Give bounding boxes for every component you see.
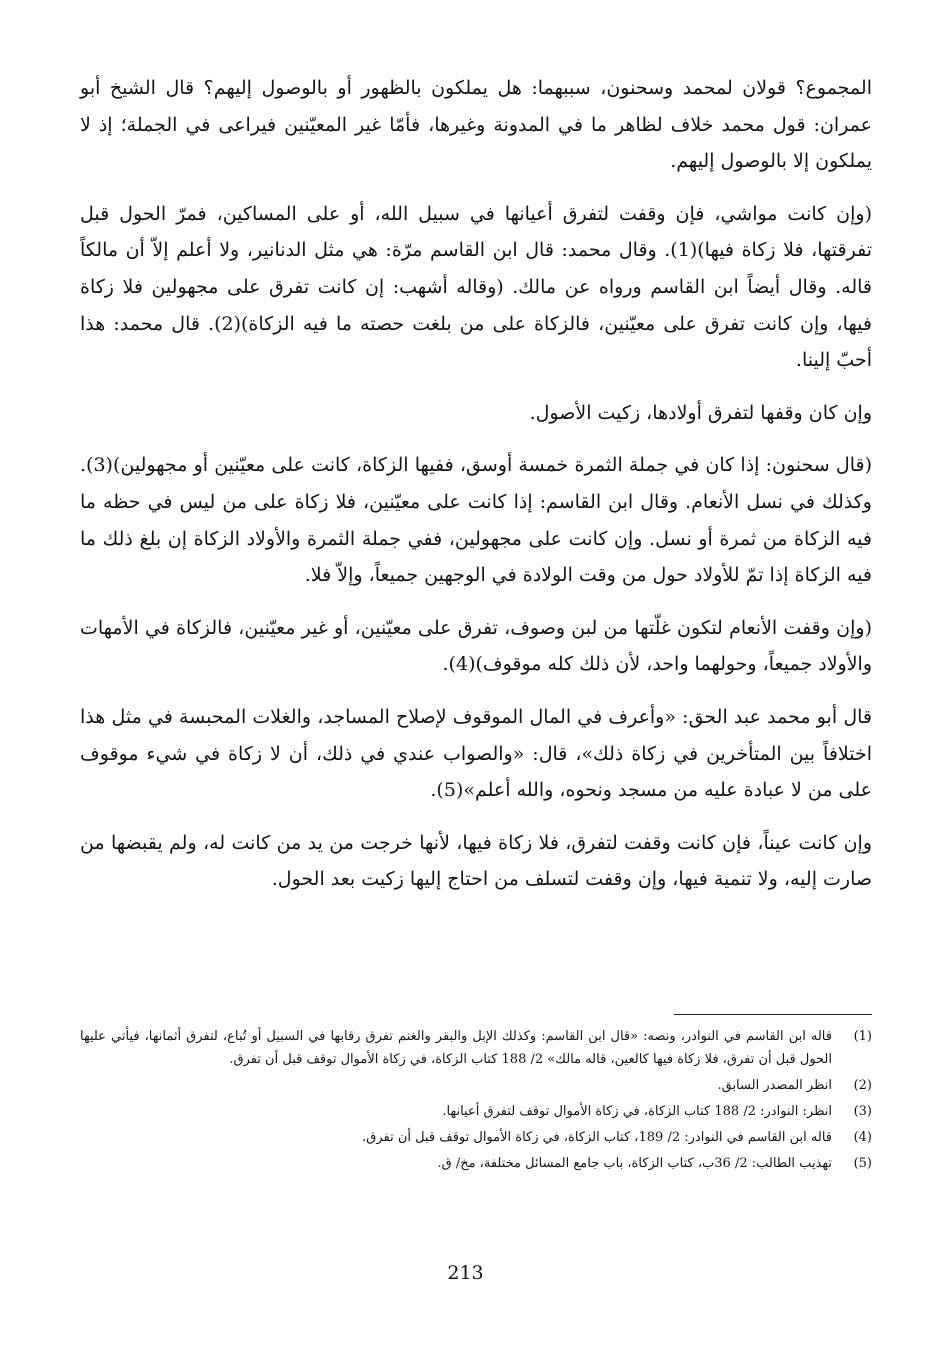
footnote-number: (4) xyxy=(853,1130,872,1145)
paragraph: (وإن وقفت الأنعام لتكون غلّتها من لبن وصوف، تفرق على معيّنين، أو غير معيّنين، فالزكاة في الأمهات والأولاد جميعاً، وحولهما واحد، لأن ذلك كله موقوف)(4). xyxy=(80,616,872,676)
footnote xyxy=(80,1126,872,1149)
footnote-text: قاله ابن القاسم في النوادر: 2/ 189، كتاب الزكاة، في زكاة الأموال توقف قبل أن تفرق. xyxy=(362,1130,832,1145)
footnote-number: (3) xyxy=(853,1104,872,1119)
footnote-text: انظر: النوادر: 2/ 188 كتاب الزكاة، في زكاة الأموال توقف لتفرق أعيانها. xyxy=(442,1104,832,1119)
footnote-separator xyxy=(674,1014,872,1015)
footnote-text: انظر المصدر السابق. xyxy=(717,1078,832,1093)
paragraph: (وإن كانت مواشي، فإن وقفت لتفرق أعيانها في سبيل الله، أو على المساكين، فمرّ الحول قبل تفرقتها، فلا زكاة فيها)(1). وقال محمد: قال ابن القاسم مرّة: هي مثل الدنانير، ولا أعلم إلاّ أن مالكاً قاله. وقال أيضاً ابن القاسم ورواه عن مالك. (وقاله أشهب: إن كانت تفرق على مجهولين فلا زكاة فيها، وإن كانت تفرق على معيّنين، فالزكاة على من بلغت حصته ما فيه الزكاة)(2). قال محمد: هذا أحبّ إلينا. xyxy=(80,202,872,372)
footnote-text: تهذيب الطالب: 2/ 36ب، كتاب الزكاة، باب جامع المسائل مختلفة، مخ/ ق. xyxy=(437,1156,832,1171)
footnote xyxy=(80,1152,872,1175)
paragraph: وإن كان وقفها لتفرق أولادها، زكيت الأصول. xyxy=(529,401,872,424)
footnotes xyxy=(80,1025,872,1178)
footnote xyxy=(80,1025,872,1071)
paragraph: وإن كانت عيناً، فإن كانت وقفت لتفرق، فلا زكاة فيها، لأنها خرجت من يد من كانت له، ولم يقبضها من صارت إليه، ولا تنمية فيها، وإن وقفت لتسلف من احتاج إليها زكيت بعد الحول. xyxy=(80,831,872,891)
paragraph: المجموع؟ قولان لمحمد وسحنون، سببهما: هل يملكون بالظهور أو بالوصول إليهم؟ قال الشيخ أبو عمران: قول محمد خلاف لظاهر ما في المدونة وغيرها، فأمّا غير المعيّنين فيراعى في الجملة؛ إذ لا يملكون إلا بالوصول إليهم. xyxy=(80,77,872,173)
footnote-text: قاله ابن القاسم في النوادر، ونصه: «قال ابن القاسم: وكذلك الإبل والبقر والغنم تفرق رقابها في السبيل أو تُباع، لتفرق أثمانها، فيأتي عليها الحول قبل أن تفرق، فلا زكاة فيها كالعين، قاله مالك» 2/ 188 كتاب الزكاة، في زكاة الأموال توقف قبل أن تفرق. xyxy=(80,1029,832,1067)
footnote-number: (2) xyxy=(853,1078,872,1093)
footnote xyxy=(80,1100,872,1123)
footnote-number: (1) xyxy=(853,1029,872,1044)
footnote-number: (5) xyxy=(853,1156,872,1171)
page-number: 213 xyxy=(447,1262,484,1284)
paragraph: قال أبو محمد عبد الحق: «وأعرف في المال الموقوف لإصلاح المساجد، والغلات المحبسة في مثل هذا اختلافاً بين المتأخرين في زكاة ذلك»، قال: «والصواب عندي في ذلك، أن لا زكاة في شيء موقوف على من لا عبادة عليه من مسجد ونحوه، والله أعلم»(5). xyxy=(80,705,872,802)
paragraph: (قال سحنون: إذا كان في جملة الثمرة خمسة أوسق، ففيها الزكاة، كانت على معيّنين أو مجهولين)(3). وكذلك في نسل الأنعام. وقال ابن القاسم: إذا كانت على معيّنين، فلا زكاة على من ليس في حظه ما فيه الزكاة من ثمرة أو نسل. وإن كانت على مجهولين، ففي جملة الثمرة والأولاد الزكاة إن بلغ ذلك ما فيه الزكاة إذا تمّ للأولاد حول من وقت الولادة في الوجهين جميعاً، وإلاّ فلا. xyxy=(80,454,872,587)
main-text xyxy=(80,70,872,914)
footnote xyxy=(80,1074,872,1097)
